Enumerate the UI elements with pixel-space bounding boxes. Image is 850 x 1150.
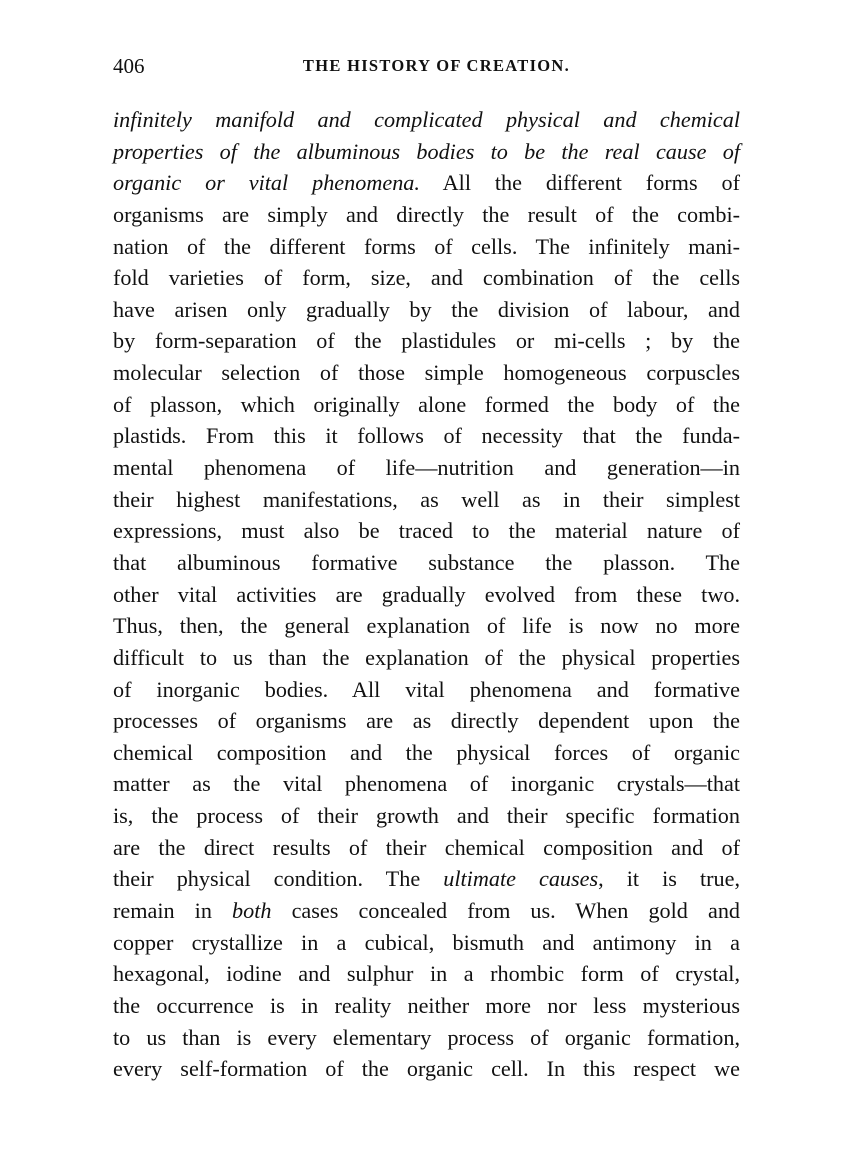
text-line: [113, 325, 740, 357]
text-line: [113, 1022, 740, 1054]
text-segment: are the direct results of their chemical composition and of: [113, 834, 740, 860]
text-segment: their physical condition. The: [113, 866, 444, 892]
italic-text: both: [232, 898, 272, 924]
text-segment: other vital activities are gradually evolved from these two.: [113, 581, 740, 607]
text-segment: nation of the different forms of cells. The infinitely mani-: [113, 233, 740, 259]
text-line: [113, 642, 740, 674]
text-line: [113, 895, 740, 927]
text-segment: organisms are simply and directly the result of the combi-: [113, 201, 740, 227]
text-line: [113, 199, 740, 231]
text-line: [113, 357, 740, 389]
text-line: [113, 484, 740, 516]
text-line: [113, 610, 740, 642]
text-line: [113, 389, 740, 421]
text-segment: fold varieties of form, size, and combination of the cells: [113, 265, 740, 291]
text-line: [113, 958, 740, 990]
text-line: [113, 800, 740, 832]
text-segment: hexagonal, iodine and sulphur in a rhombic form of crystal,: [113, 961, 740, 987]
text-line: [113, 863, 740, 895]
text-segment: is, the process of their growth and their specific formation: [113, 803, 740, 829]
text-line: [113, 167, 740, 199]
text-segment: that albuminous formative substance the plasson. The: [113, 549, 740, 575]
text-segment: chemical composition and the physical forces of organic: [113, 739, 740, 765]
text-line: [113, 262, 740, 294]
text-line: [113, 737, 740, 769]
text-segment: cases concealed from us. When gold and: [271, 898, 741, 924]
text-segment: All the different forms of: [419, 170, 740, 196]
page-header: [113, 50, 740, 82]
text-segment: of plasson, which originally alone formed the body of the: [113, 391, 740, 417]
text-segment: difficult to us than the explanation of the physical properties: [113, 644, 740, 670]
page-number: 406: [113, 54, 145, 78]
text-segment: copper crystallize in a cubical, bismuth and antimony in a: [113, 929, 740, 955]
text-line: [113, 579, 740, 611]
text-line: [113, 136, 740, 168]
text-segment: Thus, then, the general explanation of life is now no more: [113, 613, 740, 639]
text-segment: the occurrence is in reality neither more nor less mysterious: [113, 992, 740, 1018]
text-line: [113, 674, 740, 706]
text-segment: mental phenomena of life—nutrition and generation—in: [113, 455, 740, 481]
text-line: [113, 547, 740, 579]
text-line: [113, 452, 740, 484]
text-segment: to us than is every elementary process of organic formation,: [113, 1024, 740, 1050]
text-line: [113, 104, 740, 136]
text-line: [113, 1053, 740, 1085]
italic-text: organic or vital phenomena.: [113, 170, 420, 196]
text-line: [113, 927, 740, 959]
text-segment: have arisen only gradually by the division of labour, and: [113, 296, 740, 322]
text-line: [113, 420, 740, 452]
text-segment: expressions, must also be traced to the material nature of: [113, 518, 740, 544]
running-title: THE HISTORY OF CREATION.: [302, 56, 571, 75]
italic-text: infinitely manifold and complicated physical and chemical: [113, 107, 740, 132]
body-text: [113, 104, 740, 1085]
text-segment: their highest manifestations, as well as in their simplest: [113, 486, 740, 512]
text-segment: , it is true,: [598, 866, 741, 892]
text-line: [113, 515, 740, 547]
text-segment: every self-formation of the organic cell. In this respect we: [113, 1056, 740, 1082]
text-segment: processes of organisms are as directly dependent upon the: [113, 708, 740, 734]
text-segment: by form-separation of the plastidules or mi-cells ; by the: [113, 328, 740, 354]
text-line: [113, 832, 740, 864]
text-segment: molecular selection of those simple homogeneous corpuscles: [113, 360, 740, 386]
italic-text: ultimate causes: [443, 866, 599, 892]
text-line: [113, 294, 740, 326]
italic-text: properties of the albuminous bodies to be the real cause of: [113, 138, 740, 164]
text-segment: of inorganic bodies. All vital phenomena and formative: [113, 676, 740, 702]
text-segment: remain in: [113, 898, 233, 924]
text-line: [113, 231, 740, 263]
text-line: [113, 705, 740, 737]
text-segment: matter as the vital phenomena of inorganic crystals—that: [113, 771, 740, 797]
text-line: [113, 990, 740, 1022]
text-line: [113, 768, 740, 800]
text-segment: plastids. From this it follows of necessity that the funda-: [113, 423, 740, 449]
